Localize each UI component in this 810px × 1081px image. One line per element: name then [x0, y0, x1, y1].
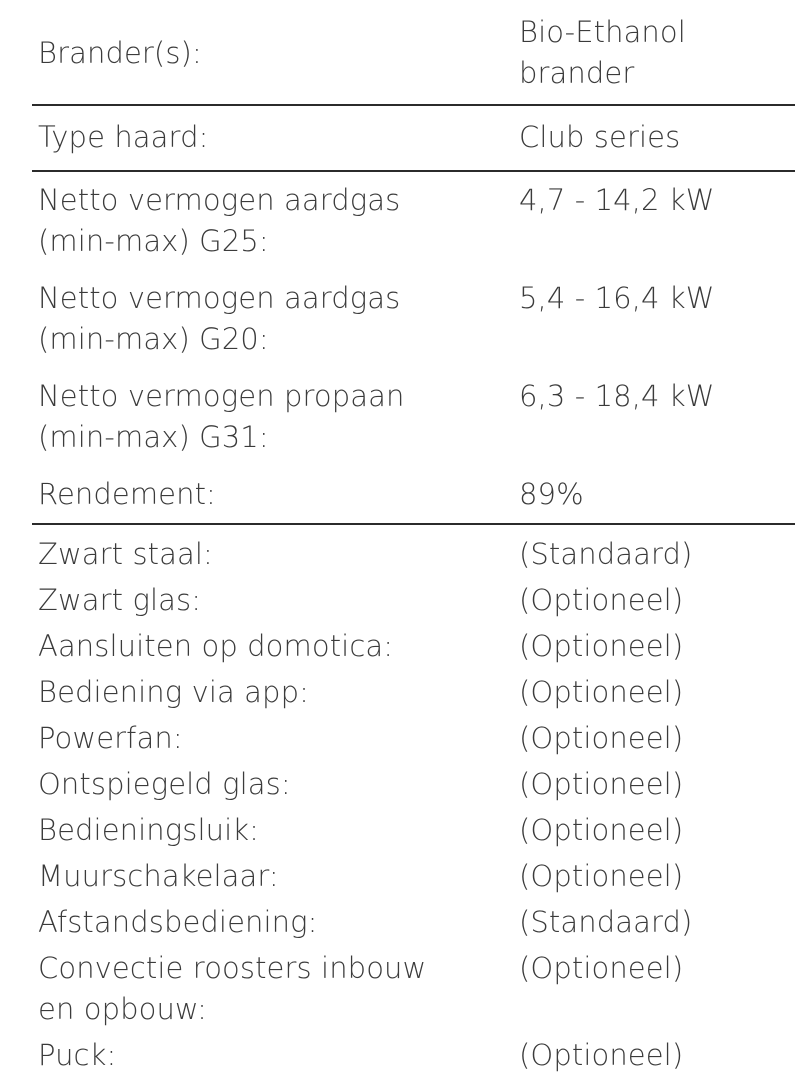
table-row	[0, 902, 810, 948]
spec-label: Zwart glas:	[38, 583, 202, 617]
table-row	[0, 626, 810, 672]
spec-label: Puck:	[38, 1038, 117, 1072]
spec-label: Powerfan:	[38, 721, 183, 755]
spec-value: (Optioneel)	[519, 629, 684, 663]
spec-label: Muurschakelaar:	[38, 859, 279, 893]
table-row	[0, 106, 810, 170]
spec-label: Zwart staal:	[38, 537, 213, 571]
spec-value: (Optioneel)	[519, 583, 684, 617]
spec-value: Club series	[519, 120, 681, 154]
table-row	[0, 764, 810, 810]
spec-value: (Optioneel)	[519, 721, 684, 755]
spec-value: (Optioneel)	[519, 767, 684, 801]
spec-label: Brander(s):	[38, 36, 202, 70]
spec-label: Bedieningsluik:	[38, 813, 260, 847]
spec-value: 5,4 - 16,4 kW	[519, 281, 715, 315]
spec-value: (Optioneel)	[519, 859, 684, 893]
table-row	[0, 718, 810, 764]
table-row	[0, 368, 810, 466]
spec-label: Netto vermogen aardgas (min-max) G25:	[38, 183, 401, 258]
spec-value: (Optioneel)	[519, 675, 684, 709]
spec-section-type	[0, 106, 810, 170]
spec-value: (Optioneel)	[519, 813, 684, 847]
spec-label: Aansluiten op domotica:	[38, 629, 394, 663]
table-row	[0, 466, 810, 523]
spec-value: (Optioneel)	[519, 951, 684, 985]
spec-value: 89%	[519, 477, 584, 511]
spec-value: (Standaard)	[519, 905, 693, 939]
table-row	[0, 672, 810, 718]
spec-value: 4,7 - 14,2 kW	[519, 183, 715, 217]
spec-label: Ontspiegeld glas:	[38, 767, 291, 801]
spec-label: Netto vermogen propaan (min-max) G31:	[38, 379, 405, 454]
spec-section-burner	[0, 0, 810, 104]
spec-label: Type haard:	[38, 120, 209, 154]
spec-value: (Optioneel)	[519, 1038, 684, 1072]
table-row	[0, 534, 810, 580]
spec-label: Convectie roosters inbouw en opbouw:	[38, 951, 427, 1026]
spec-value: 6,3 - 18,4 kW	[519, 379, 715, 413]
table-row	[0, 580, 810, 626]
spec-value: (Standaard)	[519, 537, 693, 571]
spec-label: Rendement:	[38, 477, 216, 511]
table-row	[0, 1035, 810, 1081]
spec-value: Bio-Ethanol brander	[519, 15, 686, 90]
spec-label: Afstandsbediening:	[38, 905, 318, 939]
table-row	[0, 270, 810, 368]
table-row	[0, 0, 810, 104]
table-row	[0, 172, 810, 270]
table-row	[0, 856, 810, 902]
table-row	[0, 810, 810, 856]
spec-section-options	[0, 525, 810, 1081]
table-row	[0, 948, 810, 1035]
spec-section-power	[0, 172, 810, 523]
spec-label: Netto vermogen aardgas (min-max) G20:	[38, 281, 401, 356]
spec-label: Bediening via app:	[38, 675, 309, 709]
